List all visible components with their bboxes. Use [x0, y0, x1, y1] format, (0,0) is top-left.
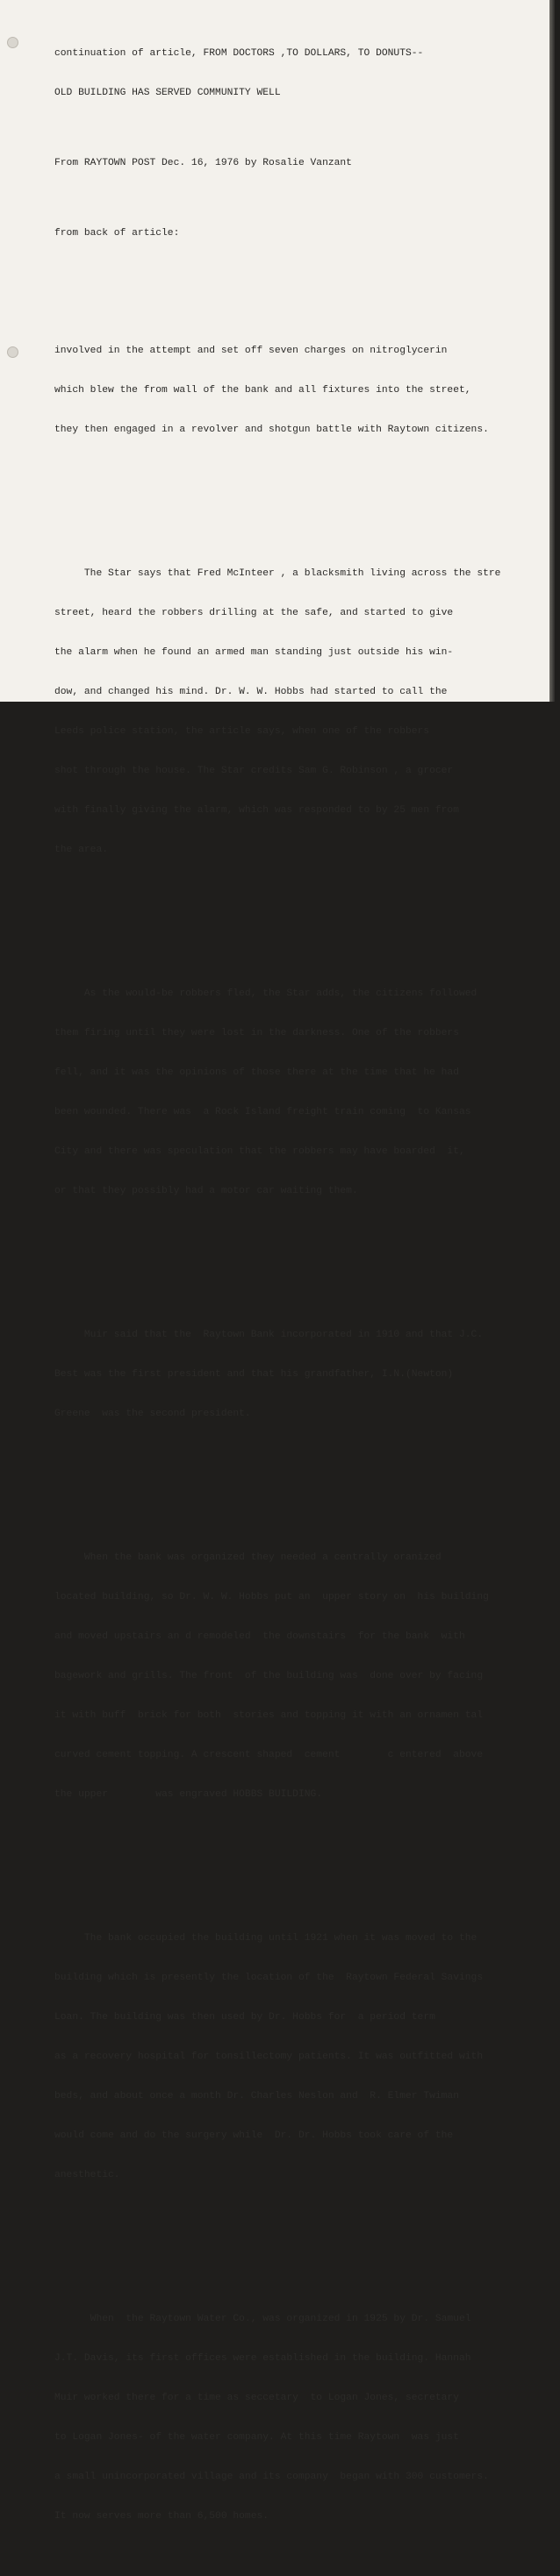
header-source: From RAYTOWN POST Dec. 16, 1976 by Rosalie Vanzant: [54, 158, 352, 168]
paragraph-7: [54, 2287, 551, 2550]
paragraph-line: dow, and changed his mind. Dr. W. W. Hobbs had started to call the: [54, 687, 448, 697]
paragraph-line: Best was the first president and that his grandfather, I.N.(Newton): [54, 1369, 454, 1380]
paragraph-line: would come and do the surgery while Dr. Dr. Hobbs took care of the: [54, 2130, 454, 2141]
paragraph-1: [54, 318, 551, 463]
paragraph-line: The Star says that Fred McInteer , a blacksmith living across the stre: [54, 568, 501, 579]
paragraph-5: [54, 1525, 551, 1828]
punch-hole-top: [7, 37, 18, 48]
paragraph-line: When the bank was organized they needed a centrally oranized: [54, 1552, 442, 1563]
header-continuation-line: continuation of article, FROM DOCTORS ,TO DOLLARS, TO DONUTS--: [54, 48, 424, 59]
paragraph-line: Leeds police station, the article says, when one of the robbers: [54, 726, 430, 737]
paragraph-line: Muir worked there for a time as seccetary to Logan Jones, secretary: [54, 2393, 459, 2403]
paragraph-line: to Logan Jones- of the water company. At this time Raytown was just: [54, 2432, 459, 2443]
paragraph-line: located building, so Dr. W. W. Hobbs put an upper story on his building: [54, 1592, 489, 1602]
paragraph-line: building which is presently the location of the Raytown Federal Savings: [54, 1973, 484, 1983]
paragraph-line: with finally giving the alarm, which was responded to by 25 men from: [54, 805, 459, 816]
paragraph-line: the alarm when he found an armed man standing just outside his win-: [54, 647, 454, 658]
paragraph-line: been wounded. There was a Rock Island freight train coming to Kansas: [54, 1107, 471, 1117]
punch-hole-middle: [7, 346, 18, 358]
page-edge-shadow: [549, 0, 555, 702]
paragraph-line: The bank occupied the building until 1921 when it was moved to the: [54, 1933, 477, 1944]
paragraph-line: As the would-be robbers fled, the Star adds, the citizens followed: [54, 988, 477, 999]
paragraph-line: as a recovery hospital for tonsillectomy patients. It was outfitted with: [54, 2052, 484, 2062]
paragraph-line: it with buff brick for both stories and topping it with an ornamen tal: [54, 1710, 484, 1721]
header-note: from back of article:: [54, 228, 180, 239]
paragraph-line: curved cement topping. A crescent shaped cement c entered above: [54, 1750, 484, 1760]
paragraph-line: and moved upstairs an d remodeled the downstairs for the bank with: [54, 1631, 465, 1642]
paragraph-line: It now serves more than 6,500 homes.: [54, 2511, 269, 2522]
paragraph-line: street, heard the robbers drilling at the safe, and started to give: [54, 608, 454, 618]
paragraph-line: a small unincorporated village and its company began with 300 customers.: [54, 2472, 489, 2482]
paragraph-line: the upper was engraved HOBBS BUILDING.: [54, 1789, 323, 1800]
paragraph-line: shot through the house. The Star credits Sam G. Robinson , a grocer: [54, 766, 454, 776]
paragraph-line: them firing until they were lost in the darkness. One of the robbers: [54, 1028, 459, 1038]
paragraph-line: Loan. The building was then used by Dr. Hobbs for a period term: [54, 2012, 435, 2023]
paragraph-line: involved in the attempt and set off seven charges on nitroglycerin: [54, 346, 448, 356]
paragraph-line: City and there was speculation that the robbers may have boarded it,: [54, 1146, 465, 1157]
paragraph-6: [54, 1906, 551, 2209]
paragraph-line: or that they possibly had a motor car waiting them.: [54, 1186, 358, 1196]
paragraph-2: [54, 541, 551, 883]
paragraph-line: fell, and it was the opinions of those there at the time that he had: [54, 1067, 459, 1078]
paragraph-line: they then engaged in a revolver and shotgun battle with Raytown citizens.: [54, 425, 489, 435]
article-text: [54, 21, 551, 2576]
paragraph-line: J.T. Davis, its first offices were established in the building. Hannah: [54, 2353, 471, 2364]
paragraph-line: beds, and about once a month Dr. Charles Neslon and R. Elmer Twiman: [54, 2091, 459, 2101]
paragraph-3: [54, 961, 551, 1224]
paragraph-line: Greene was the second president.: [54, 1409, 251, 1419]
paragraph-line: Muir said that the Raytown Bank incorporated in 1910 and that J.C.: [54, 1330, 484, 1340]
paragraph-4: [54, 1302, 551, 1447]
paragraph-line: the area.: [54, 845, 109, 855]
paragraph-line: anesthetic.: [54, 2170, 120, 2180]
header-headline: OLD BUILDING HAS SERVED COMMUNITY WELL: [54, 88, 281, 98]
paragraph-line: bagework and grills. The front of the building was done over by facing: [54, 1671, 484, 1681]
paragraph-line: When the Raytown Water Co., was organized in 1925 by Dr. Samuel: [54, 2314, 471, 2324]
paragraph-line: which blew the from wall of the bank and all fixtures into the street,: [54, 385, 471, 396]
